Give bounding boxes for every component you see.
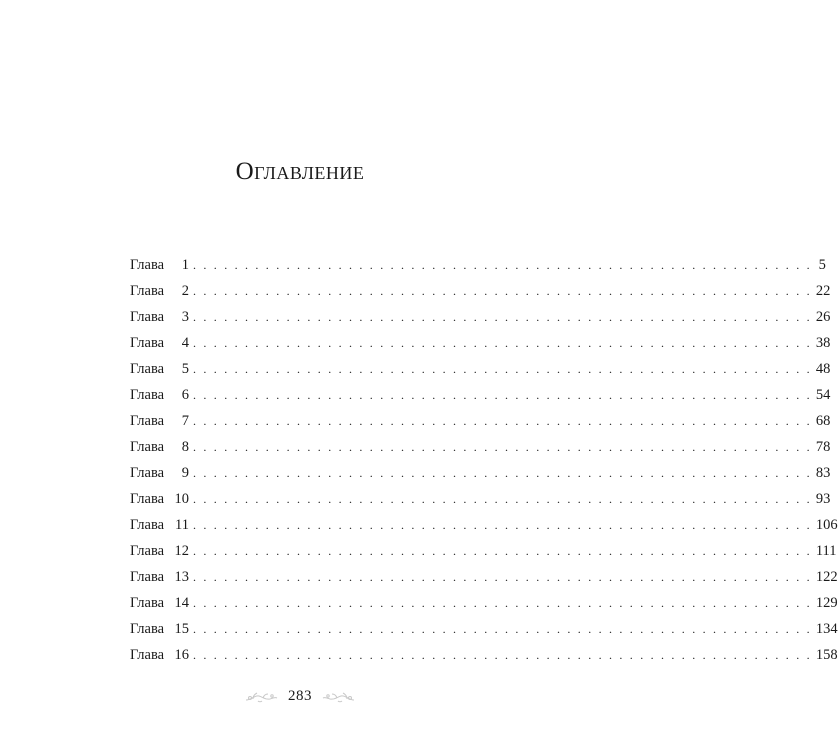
toc-page-number: 22	[815, 283, 831, 299]
toc-page-number: 54	[815, 387, 831, 403]
toc-row	[130, 538, 837, 564]
toc-dot-leader: . . . . . . . . . . . . . . . . . . . . . . . . . . . . . . . . . . . . . . . . . . . . . . . . . . . . . . . . . . . .	[193, 388, 812, 402]
toc-chapter-label: Глава	[130, 621, 165, 637]
table-of-contents	[130, 252, 838, 668]
toc-chapter-label: Глава	[130, 413, 165, 429]
toc-dot-leader: . . . . . . . . . . . . . . . . . . . . . . . . . . . . . . . . . . . . . . . . . . . . . . . . . . . . . . . . . . . .	[193, 544, 812, 558]
toc-row	[130, 512, 838, 538]
toc-page-number: 26	[815, 309, 831, 325]
toc-chapter-number: 13	[174, 569, 189, 585]
toc-chapter-label: Глава	[130, 361, 165, 377]
floral-ornament-right-icon	[322, 689, 356, 705]
toc-chapter-number: 10	[174, 491, 189, 507]
toc-chapter-number: 15	[174, 621, 189, 637]
page-footer	[0, 688, 600, 705]
toc-row	[130, 330, 831, 356]
toc-chapter-number: 3	[181, 309, 189, 325]
toc-dot-leader: . . . . . . . . . . . . . . . . . . . . . . . . . . . . . . . . . . . . . . . . . . . . . . . . . . . . . . . . . . . .	[193, 258, 812, 272]
toc-dot-leader: . . . . . . . . . . . . . . . . . . . . . . . . . . . . . . . . . . . . . . . . . . . . . . . . . . . . . . . . . . . .	[193, 596, 812, 610]
toc-row	[130, 564, 838, 590]
toc-row	[130, 616, 838, 642]
toc-row	[130, 408, 831, 434]
toc-page-number: 111	[815, 543, 837, 559]
toc-dot-leader: . . . . . . . . . . . . . . . . . . . . . . . . . . . . . . . . . . . . . . . . . . . . . . . . . . . . . . . . . . . .	[193, 622, 812, 636]
toc-row	[130, 590, 838, 616]
toc-row	[130, 486, 831, 512]
toc-dot-leader: . . . . . . . . . . . . . . . . . . . . . . . . . . . . . . . . . . . . . . . . . . . . . . . . . . . . . . . . . . . .	[193, 648, 812, 662]
toc-chapter-label: Глава	[130, 439, 165, 455]
toc-chapter-number: 1	[181, 257, 189, 273]
toc-chapter-number: 5	[181, 361, 189, 377]
toc-dot-leader: . . . . . . . . . . . . . . . . . . . . . . . . . . . . . . . . . . . . . . . . . . . . . . . . . . . . . . . . . . . .	[193, 362, 812, 376]
toc-dot-leader: . . . . . . . . . . . . . . . . . . . . . . . . . . . . . . . . . . . . . . . . . . . . . . . . . . . . . . . . . . . .	[193, 570, 812, 584]
toc-chapter-label: Глава	[130, 543, 165, 559]
toc-row	[130, 252, 826, 278]
toc-chapter-label: Глава	[130, 569, 165, 585]
toc-page-number: 83	[815, 465, 831, 481]
toc-row	[130, 434, 831, 460]
toc-page-number: 158	[815, 647, 838, 663]
toc-dot-leader: . . . . . . . . . . . . . . . . . . . . . . . . . . . . . . . . . . . . . . . . . . . . . . . . . . . . . . . . . . . .	[193, 440, 812, 454]
toc-dot-leader: . . . . . . . . . . . . . . . . . . . . . . . . . . . . . . . . . . . . . . . . . . . . . . . . . . . . . . . . . . . .	[193, 518, 812, 532]
toc-page-number: 48	[815, 361, 831, 377]
toc-row	[130, 642, 838, 668]
page-number: 283	[288, 688, 312, 704]
toc-page-number: 134	[815, 621, 838, 637]
toc-chapter-number: 11	[175, 517, 189, 533]
toc-chapter-number: 8	[181, 439, 189, 455]
toc-row	[130, 460, 831, 486]
toc-chapter-number: 9	[181, 465, 189, 481]
toc-chapter-label: Глава	[130, 491, 165, 507]
toc-row	[130, 356, 831, 382]
toc-row	[130, 382, 831, 408]
toc-dot-leader: . . . . . . . . . . . . . . . . . . . . . . . . . . . . . . . . . . . . . . . . . . . . . . . . . . . . . . . . . . . .	[193, 414, 812, 428]
toc-dot-leader: . . . . . . . . . . . . . . . . . . . . . . . . . . . . . . . . . . . . . . . . . . . . . . . . . . . . . . . . . . . .	[193, 310, 812, 324]
toc-chapter-label: Глава	[130, 647, 165, 663]
toc-page-number: 93	[815, 491, 831, 507]
toc-dot-leader: . . . . . . . . . . . . . . . . . . . . . . . . . . . . . . . . . . . . . . . . . . . . . . . . . . . . . . . . . . . .	[193, 284, 812, 298]
toc-page-number: 129	[815, 595, 838, 611]
toc-chapter-number: 14	[174, 595, 189, 611]
toc-page-number: 5	[818, 257, 826, 273]
toc-chapter-number: 2	[181, 283, 189, 299]
toc-dot-leader: . . . . . . . . . . . . . . . . . . . . . . . . . . . . . . . . . . . . . . . . . . . . . . . . . . . . . . . . . . . .	[193, 336, 812, 350]
toc-chapter-label: Глава	[130, 595, 165, 611]
toc-page-number: 106	[815, 517, 838, 533]
toc-chapter-number: 7	[181, 413, 189, 429]
page-title: Оглавление	[235, 158, 365, 185]
toc-chapter-number: 16	[174, 647, 189, 663]
toc-chapter-label: Глава	[130, 335, 165, 351]
floral-ornament-left-icon	[244, 689, 278, 705]
toc-row	[130, 278, 831, 304]
toc-chapter-label: Глава	[130, 387, 165, 403]
toc-dot-leader: . . . . . . . . . . . . . . . . . . . . . . . . . . . . . . . . . . . . . . . . . . . . . . . . . . . . . . . . . . . .	[193, 492, 812, 506]
toc-chapter-number: 4	[181, 335, 189, 351]
toc-chapter-label: Глава	[130, 257, 165, 273]
toc-chapter-label: Глава	[130, 517, 165, 533]
toc-chapter-label: Глава	[130, 309, 165, 325]
toc-chapter-number: 6	[181, 387, 189, 403]
toc-page-number: 78	[815, 439, 831, 455]
toc-dot-leader: . . . . . . . . . . . . . . . . . . . . . . . . . . . . . . . . . . . . . . . . . . . . . . . . . . . . . . . . . . . .	[193, 466, 812, 480]
toc-page-number: 68	[815, 413, 831, 429]
toc-row	[130, 304, 831, 330]
toc-page-number: 38	[815, 335, 831, 351]
toc-page-number: 122	[815, 569, 838, 585]
toc-chapter-label: Глава	[130, 283, 165, 299]
toc-chapter-number: 12	[174, 543, 189, 559]
toc-chapter-label: Глава	[130, 465, 165, 481]
